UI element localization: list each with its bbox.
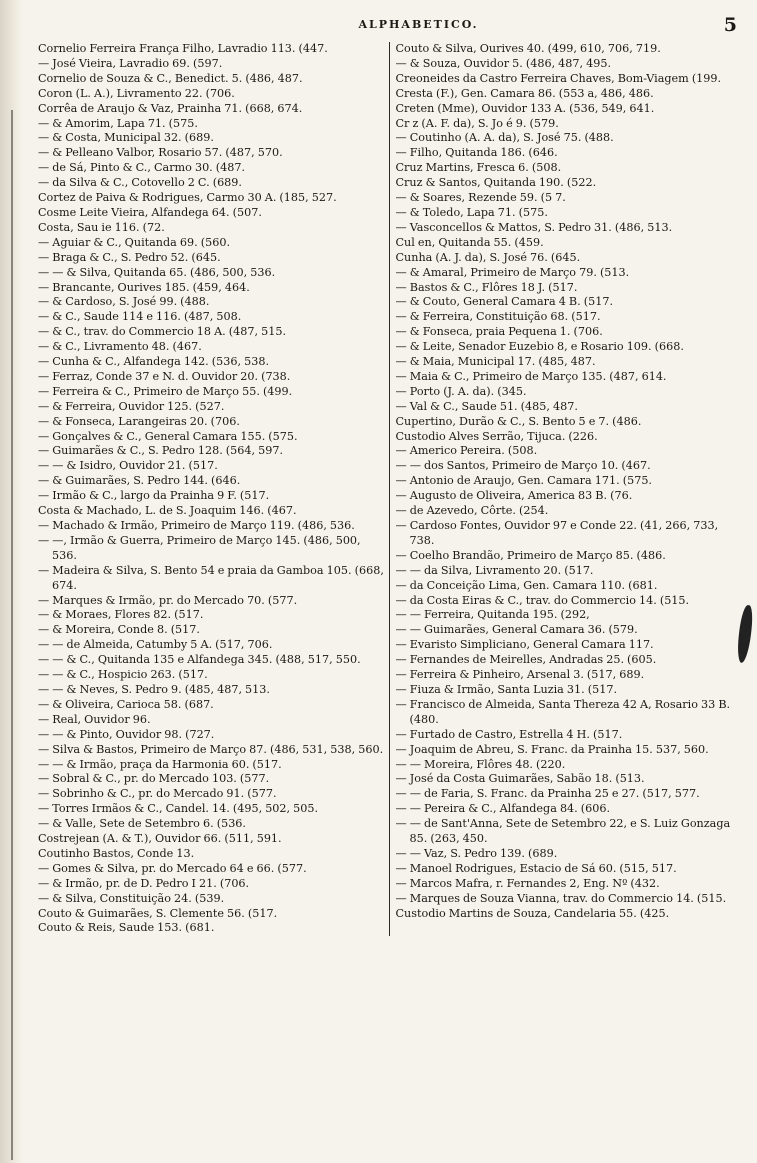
directory-entry: — Filho, Quitanda 186. (646. (395, 146, 558, 160)
directory-entry: — & Toledo, Lapa 71. (575. (395, 205, 548, 219)
directory-entry: — Torres Irmãos & C., Candel. 14. (495, 502, 505. (38, 802, 319, 816)
directory-entry: Creten (Mme), Ouvidor 133 A. (536, 549, 641. (395, 101, 655, 115)
directory-entry: — Fernandes de Meirelles, Andradas 25. (605. (395, 653, 657, 667)
directory-entry: Couto & Silva, Ourives 40. (499, 610, 706, 719. (395, 42, 661, 55)
directory-entry: Cunha (A. J. da), S. José 76. (645. (395, 250, 581, 264)
directory-entry: Costrejean (A. & T.), Ouvidor 66. (511, 591. (38, 832, 282, 846)
directory-entry: — & Moraes, Flores 82. (517. (38, 608, 204, 622)
directory-entry: — Furtado de Castro, Estrella 4 H. (517. (395, 727, 623, 741)
directory-entry: Creoneides da Castro Ferreira Chaves, Bom-Viagem (199. (395, 71, 722, 85)
directory-entry: — Augusto de Oliveira, America 83 B. (76. (395, 489, 633, 503)
directory-entry: Costa, Sau ie 116. (72. (38, 220, 165, 234)
directory-entry: — Fiuza & Irmão, Santa Luzia 31. (517. (395, 682, 618, 696)
directory-entry: — — & Neves, S. Pedro 9. (485, 487, 513. (38, 682, 270, 696)
directory-entry: — Bastos & C., Flôres 18 J. (517. (395, 280, 578, 294)
directory-entry: Cupertino, Durão & C., S. Bento 5 e 7. (486. (395, 414, 642, 428)
directory-entry: — Ferraz, Conde 37 e N. d. Ouvidor 20. (738. (38, 369, 291, 383)
directory-entry: Cruz & Santos, Quitanda 190. (522. (395, 176, 597, 190)
directory-entry: — — & C., Hospicio 263. (517. (38, 668, 208, 682)
directory-entry: — & Couto, General Camara 4 B. (517. (395, 295, 614, 309)
directory-entry: — — de Almeida, Catumby 5 A. (517, 706. (38, 638, 273, 652)
directory-entry: — da Silva & C., Cotovello 2 C. (689. (38, 176, 242, 190)
directory-entry: — Real, Ouvidor 96. (38, 712, 151, 726)
directory-entry: Cr z (A. F. da), S. Jo é 9. (579. (395, 116, 559, 130)
directory-entry: — & Fonseca, praia Pequena 1. (706. (395, 325, 603, 339)
directory-entry: — Machado & Irmão, Primeiro de Março 119. (486, 536. (38, 519, 355, 532)
directory-entry: — & Valle, Sete de Setembro 6. (536. (38, 817, 246, 831)
directory-entry: — & Leite, Senador Euzebio 8, e Rosario 109. (668. (395, 340, 684, 354)
directory-entry: Cornelio de Souza & C., Benedict. 5. (486, 487. (38, 71, 303, 85)
directory-entry: — Antonio de Araujo, Gen. Camara 171. (575. (395, 474, 652, 488)
directory-entry: — & Pelleano Valbor, Rosario 57. (487, 570. (38, 146, 283, 160)
directory-entry: — Ferreira & C., Primeiro de Março 55. (499. (38, 384, 293, 398)
directory-entry: — — & Isidro, Ouvidor 21. (517. (38, 459, 218, 473)
directory-entry: — da Costa Eiras & C., trav. do Commercio 14. (515. (395, 593, 690, 607)
directory-entry: — Braga & C., S. Pedro 52. (645. (38, 250, 221, 264)
directory-entry: — — & Silva, Quitanda 65. (486, 500, 536. (38, 265, 276, 279)
directory-entry: — Cunha & C., Alfandega 142. (536, 538. (38, 355, 270, 369)
directory-entry: — Madeira & Silva, S. Bento 54 e praia da Gamboa 105. (668, 674. (38, 563, 384, 592)
directory-entry: — Gonçalves & C., General Camara 155. (575. (38, 429, 298, 443)
directory-entry: Couto & Guimarães, S. Clemente 56. (517. (38, 906, 278, 920)
directory-entry: — — da Silva, Livramento 20. (517. (395, 563, 594, 577)
directory-entry: — & Souza, Ouvidor 5. (486, 487, 495. (395, 56, 612, 70)
directory-entry: — Evaristo Simpliciano, General Camara 117. (395, 638, 654, 652)
directory-entry: — Val & C., Saude 51. (485, 487. (395, 399, 578, 413)
directory-entry: — Joaquim de Abreu, S. Franc. da Prainha 15. 537, 560. (395, 742, 709, 756)
directory-entry: — Irmão & C., largo da Prainha 9 F. (517. (38, 489, 270, 503)
directory-entry: — & Maia, Municipal 17. (485, 487. (395, 355, 596, 369)
directory-entry: — & Cardoso, S. José 99. (488. (38, 295, 210, 309)
directory-entry: — da Conceição Lima, Gen. Camara 110. (681. (395, 578, 658, 592)
directory-entry: — & Moreira, Conde 8. (517. (38, 623, 200, 637)
directory-entry: Custodio Martins de Souza, Candelaria 55. (425. (395, 906, 670, 920)
directory-entry: Cortez de Paiva & Rodrigues, Carmo 30 A. (185, 527. (38, 191, 337, 205)
directory-entry: — & Irmão, pr. de D. Pedro I 21. (706. (38, 876, 250, 890)
directory-entry: — — & Pinto, Ouvidor 98. (727. (38, 727, 215, 741)
directory-entry: — Manoel Rodrigues, Estacio de Sá 60. (515, 517. (395, 861, 677, 875)
directory-entry: — — Guimarães, General Camara 36. (579. (395, 623, 638, 637)
directory-entry: — Sobral & C., pr. do Mercado 103. (577. (38, 772, 270, 786)
directory-entry: — & Amorim, Lapa 71. (575. (38, 116, 198, 130)
directory-entry: — Marques de Souza Vianna, trav. do Commercio 14. (515. (395, 891, 727, 905)
directory-entry: — — Ferreira, Quitanda 195. (292, (395, 608, 590, 622)
directory-entry: — Marques & Irmão, pr. do Mercado 70. (577. (38, 593, 298, 607)
directory-entry: — José Vieira, Lavradio 69. (597. (38, 56, 223, 70)
directory-entry: — Americo Pereira. (508. (395, 444, 538, 458)
directory-entry: — Brancante, Ourives 185. (459, 464. (38, 280, 250, 294)
directory-entry: — & Amaral, Primeiro de Março 79. (513. (395, 265, 630, 279)
directory-entry: — de Azevedo, Côrte. (254. (395, 504, 549, 518)
directory-entry: Cul en, Quitanda 55. (459. (395, 235, 544, 249)
page-header (38, 14, 739, 36)
directory-entry: — & Oliveira, Carioca 58. (687. (38, 697, 214, 711)
directory-entry: — — Moreira, Flôres 48. (220. (395, 757, 566, 771)
page-number: 5 (723, 14, 737, 36)
directory-entry: — & C., Livramento 48. (467. (38, 340, 202, 354)
directory-entry: — & Silva, Constituição 24. (539. (38, 891, 225, 905)
directory-entry: — — & C., Quitanda 135 e Alfandega 345. (488, 517, 550. (38, 653, 361, 667)
directory-entry: — — dos Santos, Primeiro de Março 10. (467. (395, 459, 651, 473)
directory-entry: — — Pereira & C., Alfandega 84. (606. (395, 802, 611, 816)
directory-entry: — & C., trav. do Commercio 18 A. (487, 515. (38, 325, 286, 339)
directory-entry: — & Costa, Municipal 32. (689. (38, 131, 214, 145)
directory-entry: — Ferreira & Pinheiro, Arsenal 3. (517, 689. (395, 668, 645, 682)
left-column (38, 42, 389, 936)
directory-entry: Custodio Alves Serrão, Tijuca. (226. (395, 429, 598, 443)
directory-entry: — Porto (J. A. da). (345. (395, 384, 527, 398)
directory-entry: — Sobrinho & C., pr. do Mercado 91. (577. (38, 787, 277, 801)
directory-entry: — Francisco de Almeida, Santa Thereza 42 A, Rosario 33 B. (480. (395, 697, 731, 726)
entry-columns (38, 42, 739, 936)
directory-entry: — & Guimarães, S. Pedro 144. (646. (38, 474, 241, 488)
directory-entry: — Aguiar & C., Quitanda 69. (560. (38, 235, 231, 249)
directory-entry: — & Fonseca, Larangeiras 20. (706. (38, 414, 240, 428)
directory-entry: — Cardoso Fontes, Ouvidor 97 e Conde 22. (41, 266, 733, 738. (395, 519, 719, 547)
directory-entry: — —, Irmão & Guerra, Primeiro de Março 145. (486, 500, 536. (38, 533, 361, 562)
directory-entry: Couto & Reis, Saude 153. (681. (38, 921, 215, 935)
directory-entry: Corrêa de Araujo & Vaz, Prainha 71. (668, 674. (38, 101, 303, 115)
binding-spine-line (11, 110, 13, 1160)
directory-entry: — & Ferreira, Constituição 68. (517. (395, 310, 601, 324)
directory-entry: Cornelio Ferreira França Filho, Lavradio 113. (447. (38, 42, 328, 55)
directory-entry: — & Ferreira, Ouvidor 125. (527. (38, 399, 225, 413)
directory-entry: Coutinho Bastos, Conde 13. (38, 846, 195, 860)
directory-entry: — & C., Saude 114 e 116. (487, 508. (38, 310, 242, 324)
directory-entry: — Gomes & Silva, pr. do Mercado 64 e 66. (577. (38, 861, 307, 875)
directory-entry: — — de Faria, S. Franc. da Prainha 25 e 27. (517, 577. (395, 787, 700, 801)
directory-entry: — Coutinho (A. A. da), S. José 75. (488. (395, 131, 614, 145)
directory-entry: Cresta (F.), Gen. Camara 86. (553 a, 486, 486. (395, 86, 654, 100)
directory-entry: — — & Irmão, praça da Harmonia 60. (517. (38, 757, 282, 771)
directory-entry: — & Soares, Rezende 59. (5 7. (395, 191, 566, 205)
directory-entry: — Silva & Bastos, Primeiro de Março 87. (486, 531, 538, 560. (38, 742, 384, 756)
directory-entry: — Coelho Brandão, Primeiro de Março 85. (486. (395, 548, 666, 562)
directory-entry: — Maia & C., Primeiro de Março 135. (487, 614. (395, 369, 667, 383)
directory-entry: — Marcos Mafra, r. Fernandes 2, Eng. Nº (432. (395, 876, 660, 890)
directory-entry: — — de Sant'Anna, Sete de Setembro 22, e S. Luiz Gonzaga 85. (263, 450. (395, 817, 731, 846)
right-column (389, 42, 740, 936)
running-title: ALPHABETICO. (358, 18, 479, 31)
directory-entry: — — Vaz, S. Pedro 139. (689. (395, 846, 558, 860)
directory-entry: Coron (L. A.), Livramento 22. (706. (38, 86, 235, 100)
directory-entry: — Vasconcellos & Mattos, S. Pedro 31. (486, 513. (395, 220, 673, 234)
directory-entry: Cosme Leite Vieira, Alfandega 64. (507. (38, 205, 262, 219)
directory-entry: Cruz Martins, Fresca 6. (508. (395, 161, 562, 175)
directory-entry: — de Sá, Pinto & C., Carmo 30. (487. (38, 161, 246, 175)
directory-entry: Costa & Machado, L. de S. Joaquim 146. (467. (38, 504, 297, 518)
directory-entry: — Guimarães & C., S. Pedro 128. (564, 597. (38, 444, 284, 458)
directory-entry: — José da Costa Guimarães, Sabão 18. (513. (395, 772, 645, 786)
